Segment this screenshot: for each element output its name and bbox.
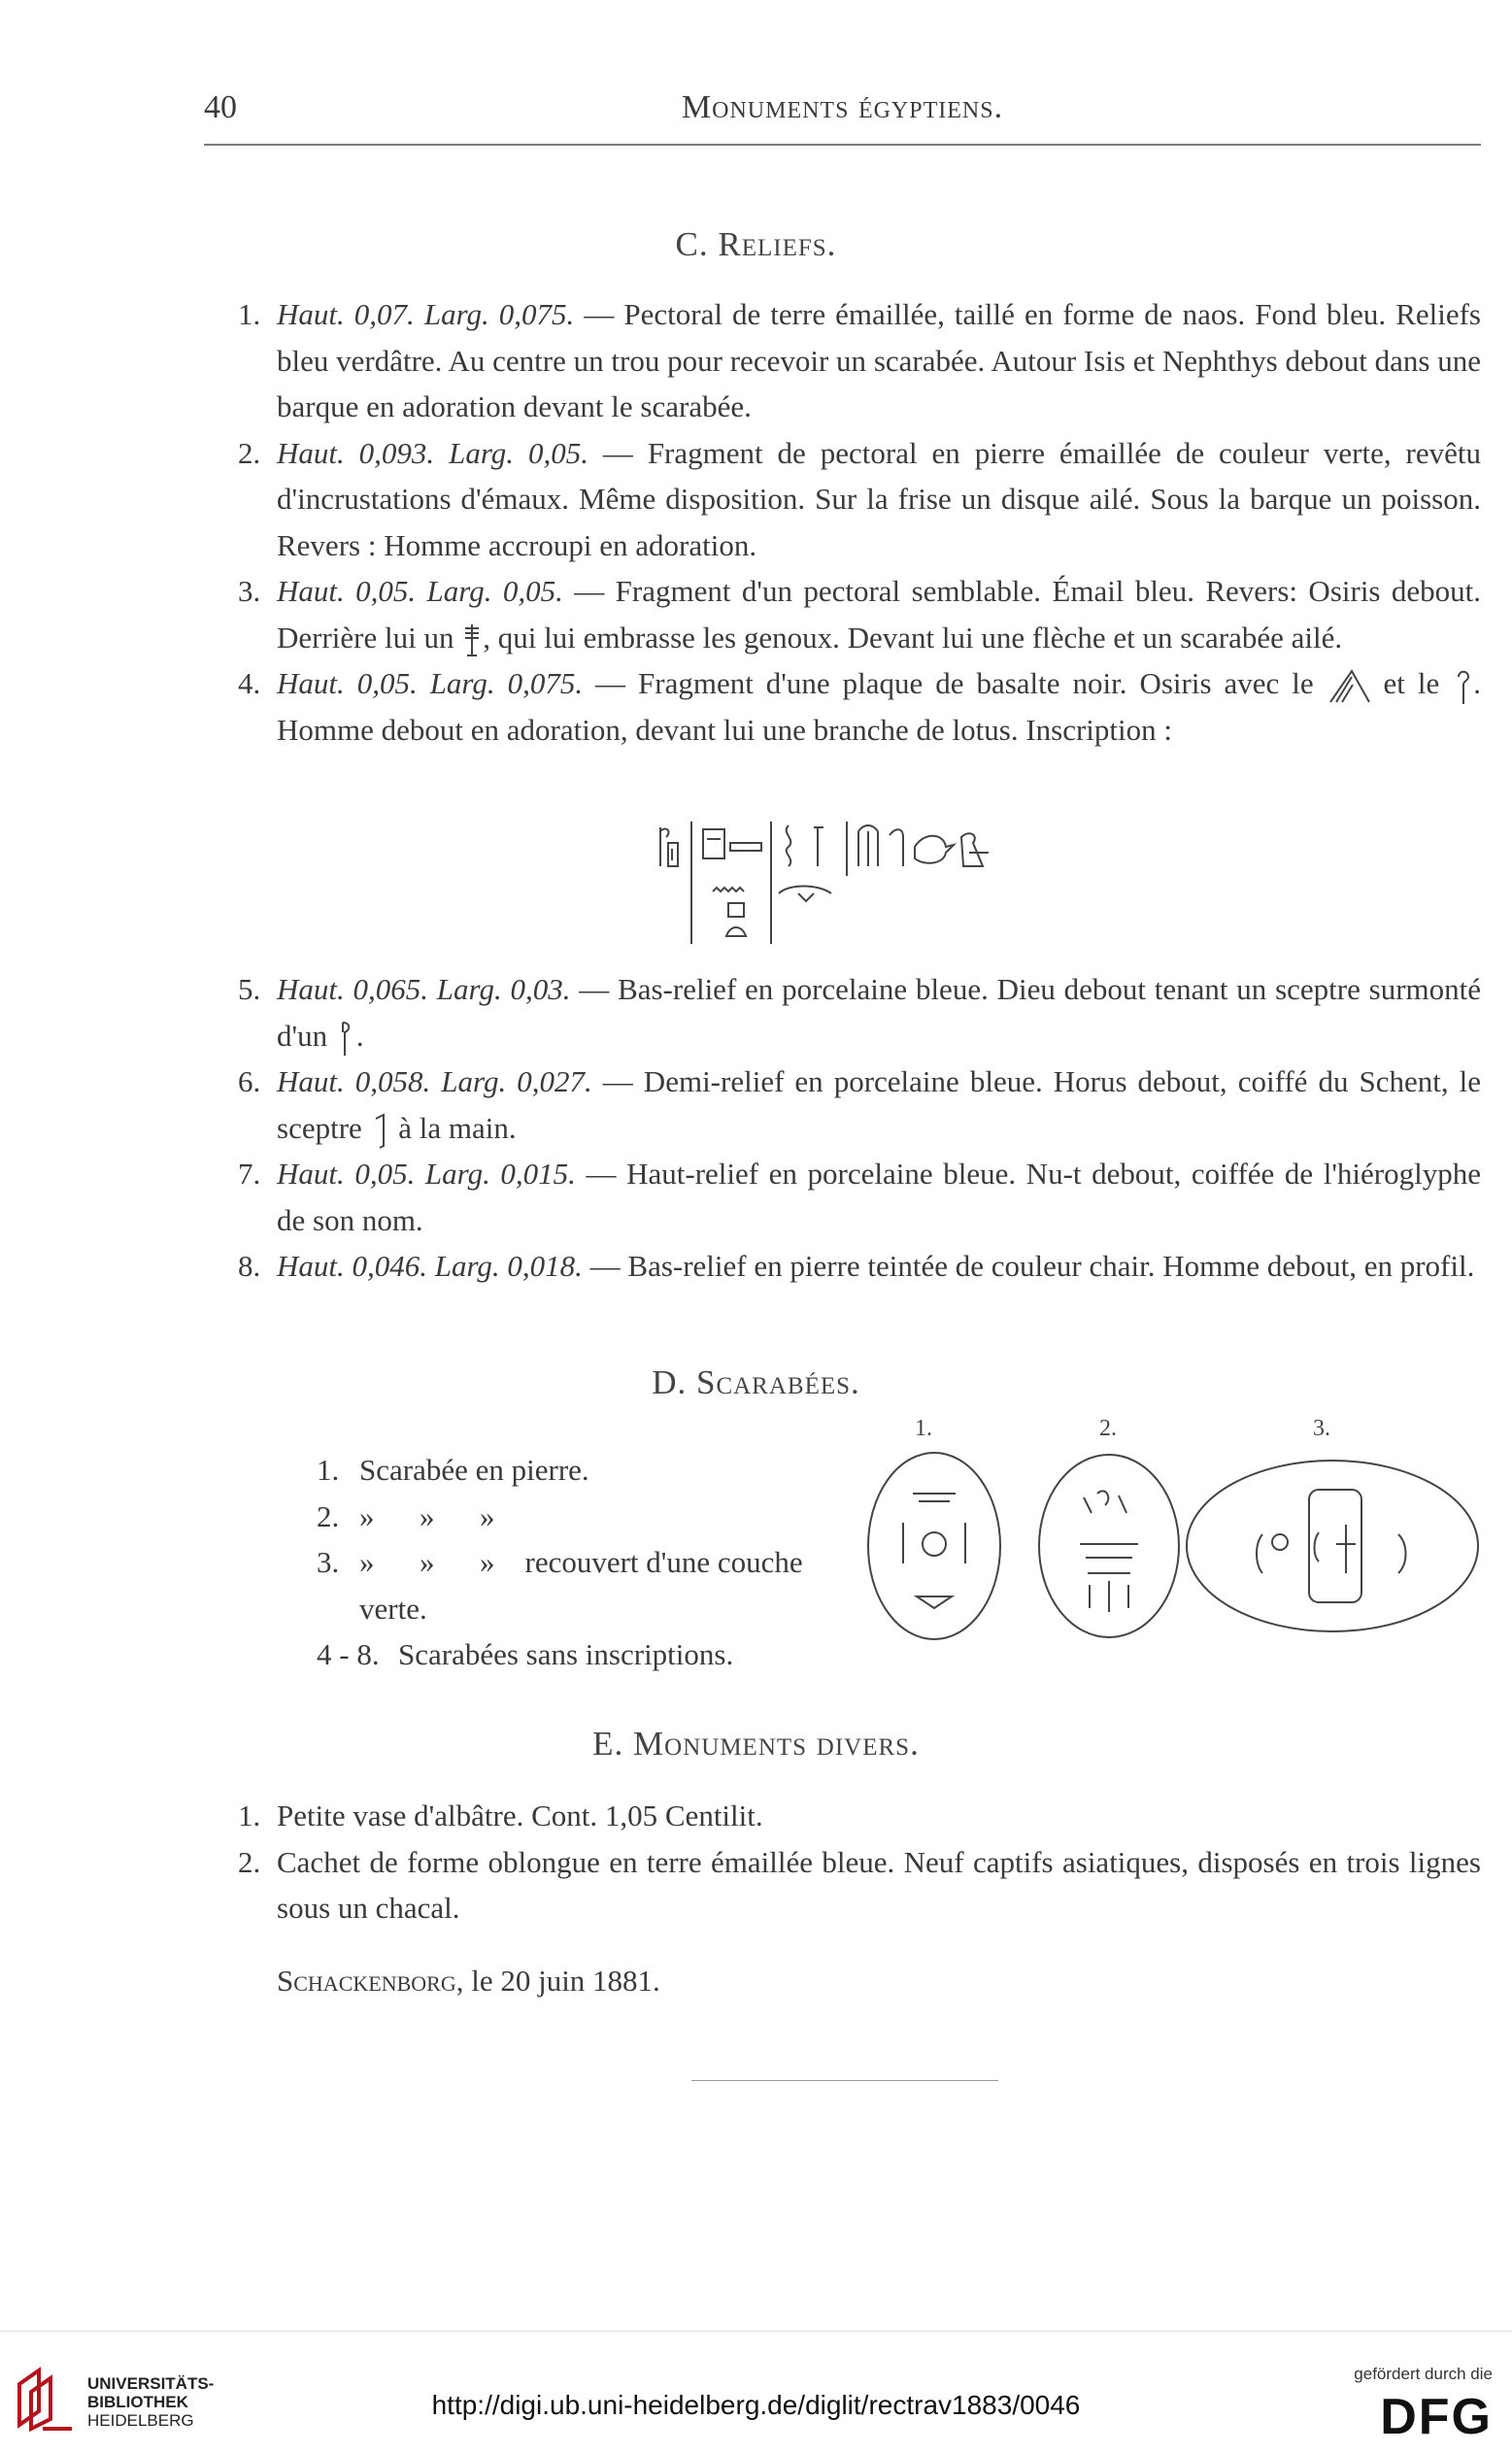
place-name: Schackenborg,: [277, 1964, 464, 1998]
entry-text: — Bas-relief en porcelaine bleue. Dieu debout tenant un sceptre surmonté d'un: [277, 972, 1482, 1053]
entry-measurements: Haut. 0,05. Larg. 0,075.: [277, 666, 584, 700]
header-rule: [204, 144, 1481, 146]
section-heading-scarabees: D. Scarabées.: [652, 1363, 860, 1401]
digitization-footer: [0, 2331, 1512, 2453]
place-date-line: [277, 1964, 660, 1999]
item-number: 4 - 8.: [317, 1637, 380, 1671]
entry-text: Petite vase d'albâtre. Cont. 1,05 Centilit.: [277, 1798, 763, 1832]
funded-by-text: gefördert durch die: [1354, 2365, 1493, 2383]
entry-number: 1.: [238, 297, 261, 331]
page-number: 40: [204, 89, 237, 125]
item-number: 1.: [317, 1453, 340, 1487]
item-text: Scarabée en pierre.: [359, 1453, 589, 1487]
entry-number: 4.: [238, 666, 261, 700]
entry-text: — Demi-relief en porcelaine bleue. Horus debout, coiffé du Schent, le sceptre: [277, 1064, 1482, 1145]
entry-text: — Bas-relief en pierre teintée de couleur chair. Homme debout, en profil.: [582, 1249, 1475, 1283]
entry-number: 3.: [238, 574, 261, 608]
entry-text: .: [355, 1018, 364, 1053]
running-title: Monuments égyptiens.: [681, 89, 1004, 125]
divers-list: [238, 1793, 1481, 1932]
entry-text: — Fragment d'une plaque de basalte noir. Osiris avec le: [583, 666, 1327, 700]
item-number: 3.: [317, 1545, 340, 1579]
relief-entry: [238, 1058, 1482, 1151]
entry-text: — Fragment de pectoral en pierre émaillée de couleur verte, revêtu d'incrustations d'émaux. Même disposition. Sur la frise un disque ailé. Sous la barque un poisson. Revers : Homme accroupi en adoration.: [277, 435, 1481, 562]
entry-text: — Fragment d'un pectoral semblable. Émail bleu. Revers: Osiris debout. Derrière lui un: [277, 574, 1482, 655]
entry-number: 1.: [238, 1798, 261, 1832]
sceptre-glyph-icon: [335, 1019, 356, 1058]
entry-number: 6.: [238, 1064, 261, 1098]
entry-measurements: Haut. 0,046. Larg. 0,018.: [277, 1249, 583, 1283]
section-heading-divers: E. Monuments divers.: [592, 1725, 920, 1763]
relief-entry: [238, 291, 1481, 430]
entry-number: 2.: [238, 435, 261, 470]
relief-entry: [238, 660, 1481, 753]
divers-entry: [238, 1793, 1481, 1839]
entry-number: 7.: [238, 1157, 261, 1191]
entry-text: , qui lui embrasse les genoux. Devant lui une flèche et un scarabée ailé.: [483, 620, 1343, 655]
library-name-line: BIBLIOTHEK: [87, 2393, 188, 2411]
library-name-line: UNIVERSITÄTS-: [87, 2374, 215, 2393]
item-text: » » »: [359, 1498, 495, 1533]
running-head: [204, 89, 1481, 128]
relief-entry: [238, 1151, 1481, 1243]
dfg-logo: DFG: [1380, 2389, 1493, 2445]
item-text: » » » recouvert d'une couche verte.: [359, 1545, 811, 1626]
entry-text: — Pectoral de terre émaillée, taillé en forme de naos. Fond bleu. Reliefs bleu verdâtre. Au centre un trou pour recevoir un scarabée. Autour Isis et Nephthys debout dans une barque en adoration devant le scarabée.: [277, 297, 1481, 423]
scarab-item: [317, 1539, 845, 1631]
relief-entry: [238, 568, 1482, 660]
source-url-link[interactable]: http://digi.ub.uni-heidelberg.de/diglit/rectrav1883/0046: [431, 2390, 1081, 2420]
date-text: le 20 juin 1881.: [463, 1964, 660, 1998]
entry-number: 5.: [238, 972, 261, 1006]
entry-text: à la main.: [390, 1110, 517, 1145]
scarab-figure-label: 2.: [1099, 1418, 1117, 1441]
scarab-figures: [855, 1418, 1486, 1651]
library-name-line: HEIDELBERG: [87, 2411, 194, 2430]
scarab-figure-label: 3.: [1313, 1418, 1330, 1441]
scarab-list: [317, 1447, 845, 1678]
section-heading-reliefs: C. Reliefs.: [675, 225, 837, 263]
entry-text: — Haut-relief en porcelaine bleue. Nu-t debout, coiffée de l'hiéroglyphe de son nom.: [277, 1157, 1481, 1237]
was-sceptre-glyph-icon: [370, 1111, 391, 1150]
scarab-item: [317, 1494, 845, 1540]
relief-entry: [238, 966, 1482, 1058]
entry-text: Cachet de forme oblongue en terre émaillée bleue. Neuf captifs asiatiques, disposés en trois lignes sous un chacal.: [277, 1844, 1481, 1925]
entry-measurements: Haut. 0,065. Larg. 0,03.: [277, 972, 571, 1006]
reliefs-list-continued: [238, 966, 1482, 1290]
scarab-item: [317, 1447, 845, 1494]
scarab-figure-label: 1.: [915, 1418, 932, 1441]
scarab-item: [282, 1631, 845, 1678]
crook-glyph-icon: [1452, 667, 1473, 706]
relief-entry: [238, 430, 1481, 569]
entry-number: 8.: [238, 1249, 261, 1283]
divers-entry: [238, 1839, 1481, 1932]
flail-glyph-icon: [1327, 667, 1371, 706]
entry-text: . Homme debout en adoration, devant lui une branche de lotus. Inscription :: [277, 666, 1481, 747]
entry-number: 2.: [238, 1844, 261, 1879]
entry-measurements: Haut. 0,05. Larg. 0,015.: [277, 1157, 576, 1191]
end-rule: [691, 2080, 998, 2081]
entry-text: et le: [1370, 666, 1453, 700]
item-number: 2.: [317, 1498, 340, 1533]
entry-measurements: Haut. 0,07. Larg. 0,075.: [277, 297, 575, 331]
relief-entry: [238, 1243, 1481, 1290]
entry-measurements: Haut. 0,058. Larg. 0,027.: [277, 1064, 592, 1098]
hieroglyphic-inscription: [653, 818, 1060, 950]
reliefs-list: [238, 291, 1482, 753]
entry-measurements: Haut. 0,093. Larg. 0,05.: [277, 435, 588, 470]
item-text: Scarabées sans inscriptions.: [398, 1637, 734, 1671]
djed-pillar-glyph-icon: [461, 621, 483, 659]
entry-measurements: Haut. 0,05. Larg. 0,05.: [277, 574, 563, 608]
